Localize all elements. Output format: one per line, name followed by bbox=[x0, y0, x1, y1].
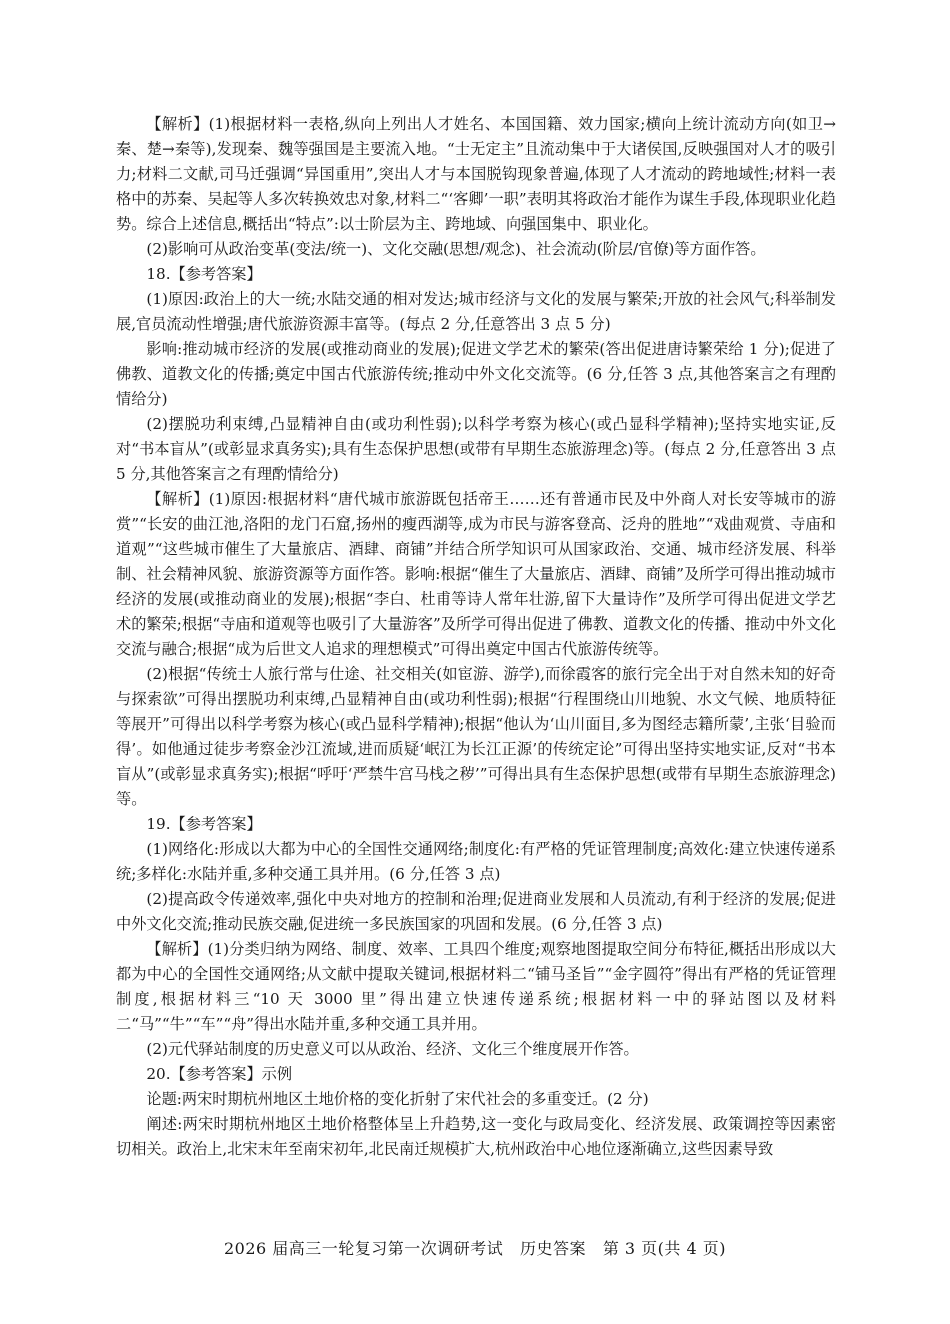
footer-subject: 历史答案 bbox=[520, 1239, 587, 1258]
paragraph-analysis-18-1: 【解析】(1)原因:根据材料“唐代城市旅游既包括帝王……还有普通市民及中外商人对长安等城市的游赏”“长安的曲江池,洛阳的龙门石窟,扬州的瘦西湖等,成为市民与游客登高、泛舟的胜地”“戏曲观赏、寺庙和道观”“这些城市催生了大量旅店、酒肆、商铺”并结合所学知识可从国家政治、交通、城市经济发展、科举制、社会精神风貌、旅游资源等方面作答。影响:根据“催生了大量旅店、酒肆、商铺”及所学可得出推动城市经济的发展(或推动商业的发展);根据“李白、杜甫等诗人常年壮游,留下大量诗作”及所学可得出促进文学艺术的繁荣;根据“寺庙和道观等也吸引了大量游客”及所学可得出促进了佛教、道教文化的传播、推动中外文化交流与融合;根据“成为后世文人追求的理想模式”可得出奠定中国古代旅游传统等。 bbox=[116, 490, 836, 658]
answer-body bbox=[116, 112, 836, 1162]
paragraph-18-1-reasons: (1)原因:政治上的大一统;水陆交通的相对发达;城市经济与文化的发展与繁荣;开放的社会风气;科举制发展,官员流动性增强;唐代旅游资源丰富等。(每点 2 分,任意答出 3 点 5 分) bbox=[116, 290, 836, 333]
paragraph-18-1-impacts: 影响:推动城市经济的发展(或推动商业的发展);促进文学艺术的繁荣(答出促进唐诗繁荣给 1 分);促进了佛教、道教文化的传播;奠定中国古代旅游传统;推动中外文化交流等。(6 分,任答 3 点,其他答案言之有理酌情给分) bbox=[116, 340, 836, 408]
paragraph-20-elaboration: 阐述:两宋时期杭州地区土地价格整体呈上升趋势,这一变化与政局变化、经济发展、政策调控等因素密切相关。政治上,北宋末年至南宋初年,北民南迁规模扩大,杭州政治中心地位逐渐确立,这些因素导致 bbox=[116, 1115, 836, 1158]
question-18-heading: 18.【参考答案】 bbox=[146, 265, 262, 283]
paragraph-18-2: (2)摆脱功利束缚,凸显精神自由(或功利性弱);以科学考察为核心(或凸显科学精神);坚持实地实证,反对“书本盲从”(或彰显求真务实);具有生态保护思想(或带有早期生态旅游理念)等。(每点 2 分,任意答出 3 点 5 分,其他答案言之有理酌情给分) bbox=[116, 415, 836, 483]
footer-exam-title: 2026 届高三一轮复习第一次调研考试 bbox=[223, 1239, 504, 1258]
paragraph-analysis-19-2: (2)元代驿站制度的历史意义可以从政治、经济、文化三个维度展开作答。 bbox=[146, 1040, 639, 1058]
paragraph-analysis-17-2: (2)影响可从政治变革(变法/统一)、文化交融(思想/观念)、社会流动(阶层/官僚)等方面作答。 bbox=[146, 240, 766, 258]
paragraph-analysis-18-2: (2)根据“传统士人旅行常与仕途、社交相关(如宦游、游学),而徐霞客的旅行完全出于对自然未知的好奇与探索欲”可得出摆脱功利束缚,凸显精神自由(或功利性弱);根据“行程围绕山川地貌、水文气候、地质特征等展开”可得出以科学考察为核心(或凸显科学精神);根据“他认为‘山川面目,多为图经志籍所蒙’,主张‘目验而得’。如他通过徒步考察金沙江流域,进而质疑‘岷江为长江正源’的传统定论”可得出坚持实地实证,反对“书本盲从”(或彰显求真务实);根据“呼吁‘严禁牛宫马栈之秽’”可得出具有生态保护思想(或带有早期生态旅游理念)等。 bbox=[116, 665, 836, 808]
paragraph-analysis-17-1: 【解析】(1)根据材料一表格,纵向上列出人才姓名、本国国籍、效力国家;横向上统计流动方向(如卫→秦、楚→秦等),发现秦、魏等强国是主要流入地。“士无定主”且流动集中于大诸侯国,反映强国对人才的吸引力;材料二文献,司马迁强调“异国重用”,突出人才与本国脱钩现象普遍,体现了人才流动的跨地域性;材料一表格中的苏秦、吴起等人多次转换效忠对象,材料二“‘客卿’一职”表明其将政治才能作为谋生手段,体现职业化趋势。综合上述信息,概括出“特点”:以士阶层为主、跨地域、向强国集中、职业化。 bbox=[116, 115, 836, 233]
paragraph-19-2: (2)提高政令传递效率,强化中央对地方的控制和治理;促进商业发展和人员流动,有利于经济的发展;促进中外文化交流;推动民族交融,促进统一多民族国家的巩固和发展。(6 分,任答 3 点) bbox=[116, 890, 836, 933]
page-footer bbox=[0, 1236, 950, 1259]
question-19-heading: 19.【参考答案】 bbox=[146, 815, 262, 833]
paragraph-19-1: (1)网络化:形成以大都为中心的全国性交通网络;制度化:有严格的凭证管理制度;高效化:建立快速传递系统;多样化:水陆并重,多种交通工具并用。(6 分,任答 3 点) bbox=[116, 840, 836, 883]
question-20-heading: 20.【参考答案】示例 bbox=[146, 1065, 293, 1083]
paragraph-analysis-19-1: 【解析】(1)分类归纳为网络、制度、效率、工具四个维度;观察地图提取空间分布特征,概括出形成以大都为中心的全国性交通网络;从文献中提取关键词,根据材料二“铺马圣旨”“金字圆符”得出有严格的凭证管理制度,根据材料三“10 天 3000 里”得出建立快速传递系统;根据材料一中的驿站图以及材料二“马”“牛”“车”“舟”得出水陆并重,多种交通工具并用。 bbox=[116, 940, 836, 1033]
paragraph-20-thesis: 论题:两宋时期杭州地区土地价格的变化折射了宋代社会的多重变迁。(2 分) bbox=[146, 1090, 649, 1108]
footer-page-number: 第 3 页(共 4 页) bbox=[602, 1239, 727, 1258]
